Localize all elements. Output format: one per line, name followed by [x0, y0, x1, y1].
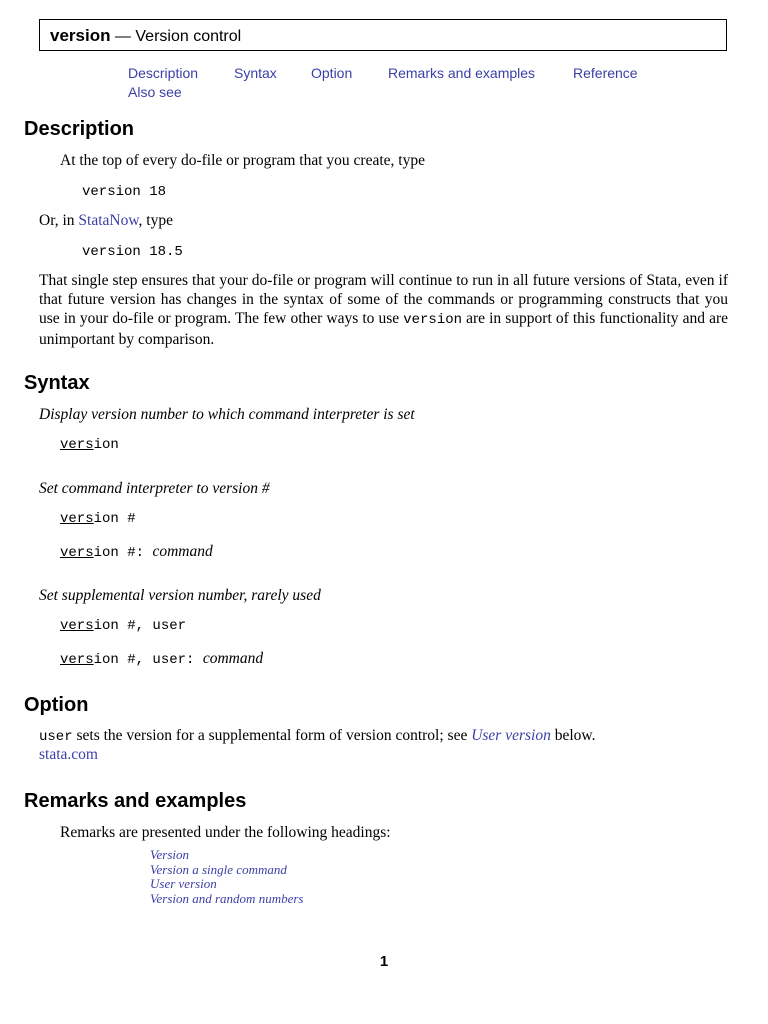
description-intro: At the top of every do-file or program that you create, type — [60, 152, 425, 169]
option-user-text-end: below. — [550, 727, 596, 744]
remarks-intro: Remarks are presented under the following headings: — [60, 824, 391, 841]
syntax-set-version — [60, 511, 136, 527]
option-user-code: user — [39, 729, 73, 745]
nav-link-syntax[interactable]: Syntax — [234, 65, 277, 81]
nav-link-also-see[interactable]: Also see — [128, 84, 182, 100]
syntax-cmd-rest: ion — [93, 652, 119, 668]
statanow-suffix: , type — [138, 212, 173, 229]
syntax-set-args: # — [118, 511, 136, 527]
remarks-link-version-random-numbers[interactable]: Version and random numbers — [150, 890, 304, 906]
syntax-command-placeholder: command — [152, 543, 213, 560]
remarks-headings-list — [150, 848, 303, 906]
syntax-cmd-rest: ion — [93, 618, 119, 634]
syntax-user-version — [60, 618, 186, 634]
nav-link-option[interactable]: Option — [311, 65, 353, 81]
syntax-cmd-abbrev: vers — [60, 437, 94, 453]
statanow-link[interactable]: StataNow — [78, 212, 139, 229]
statanow-prefix: Or, in — [39, 212, 79, 229]
description-paragraph-code: version — [403, 312, 463, 328]
remarks-link-version-single-command[interactable]: Version a single command — [150, 861, 287, 877]
nav-link-description[interactable]: Description — [128, 65, 199, 81]
syntax-label-set: Set command interpreter to version # — [39, 480, 270, 497]
nav-link-remarks[interactable]: Remarks and examples — [388, 65, 536, 81]
syntax-cmd-rest: ion — [93, 545, 119, 561]
description-paragraph — [39, 271, 728, 349]
remarks-link-version[interactable]: Version — [150, 847, 189, 862]
syntax-cmd-abbrev: vers — [60, 652, 94, 668]
entry-title-box — [39, 19, 727, 51]
syntax-set-version-command — [60, 543, 213, 561]
user-version-link[interactable]: User version — [471, 727, 551, 744]
syntax-label-supplemental: Set supplemental version number, rarely used — [39, 587, 321, 604]
statanow-line — [39, 212, 173, 230]
entry-title-command: version — [50, 26, 111, 45]
option-user-text: sets the version for a supplemental form of version control; see — [72, 727, 472, 744]
syntax-cmd-rest: ion — [93, 511, 119, 527]
page-number: 1 — [379, 953, 389, 970]
syntax-cmd-rest: ion — [93, 437, 119, 453]
code-example-version-18-5: version 18.5 — [82, 244, 183, 260]
syntax-heading: Syntax — [24, 372, 90, 394]
description-heading: Description — [24, 118, 135, 140]
syntax-label-display: Display version number to which command interpreter is set — [39, 406, 415, 423]
option-heading: Option — [24, 694, 89, 716]
syntax-set-args: #: — [118, 545, 145, 561]
syntax-cmd-abbrev: vers — [60, 618, 94, 634]
remarks-heading: Remarks and examples — [24, 790, 247, 812]
syntax-cmd-abbrev: vers — [60, 545, 94, 561]
syntax-user-args: #, user: — [118, 652, 195, 668]
description-paragraph-text-2: are in support of this functionality and are unimportant by comparison. — [39, 310, 728, 348]
entry-title — [50, 26, 241, 46]
description-paragraph-text-1: That single step ensures that your do-file or program will continue to run in all future versions of Stata, even if that future version has changes in the syntax of some of the commands or programming constructs that you use in your do-file or program. The few other ways to use — [39, 272, 728, 327]
syntax-command-placeholder: command — [202, 650, 264, 667]
entry-title-description: — Version control — [110, 28, 242, 45]
syntax-user-version-command — [60, 650, 263, 668]
syntax-user-args: #, user — [118, 618, 187, 634]
syntax-cmd-abbrev: vers — [60, 511, 94, 527]
syntax-display-version — [60, 437, 119, 453]
stata-com-link[interactable]: stata.com — [39, 746, 98, 763]
remarks-link-user-version[interactable]: User version — [150, 876, 217, 892]
nav-link-reference[interactable]: Reference — [573, 65, 638, 81]
option-user-description — [39, 727, 595, 745]
code-example-version-18: version 18 — [82, 184, 167, 200]
